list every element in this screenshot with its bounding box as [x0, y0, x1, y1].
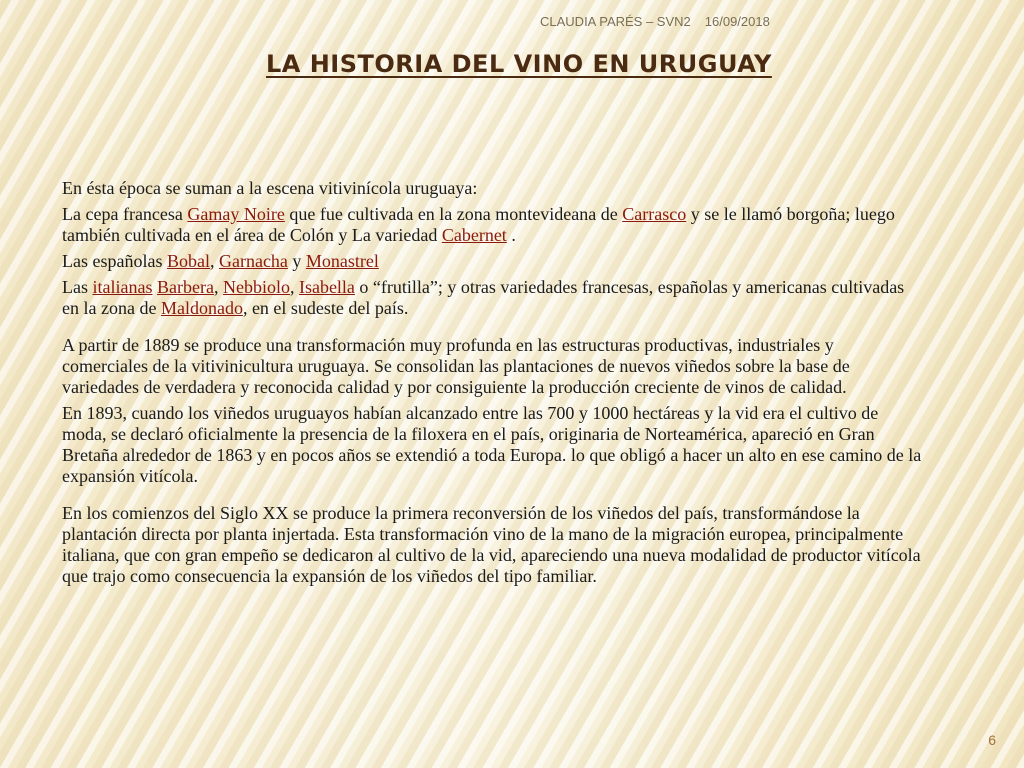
text-segment: ,: [209, 251, 219, 271]
link-cabernet[interactable]: Cabernet: [441, 225, 507, 245]
text-segment: .: [506, 225, 516, 245]
link-maldonado[interactable]: Maldonado: [160, 298, 243, 318]
link-barbera[interactable]: Barbera: [156, 277, 214, 297]
link-bobal[interactable]: Bobal: [166, 251, 210, 271]
header-author: CLAUDIA PARÉS – SVN2: [540, 14, 691, 29]
text-segment: y se le llamó borgoña; luego también cultivada en el área de Colón y La variedad: [62, 204, 895, 245]
link-isabella[interactable]: Isabella: [298, 277, 355, 297]
paragraph-1893-filoxera: En 1893, cuando los viñedos uruguayos habían alcanzado entre las 700 y 1000 hectáreas y la vid era el cultivo de moda, se declaró oficialmente la presencia de la filoxera en el país, originaria de Norteamérica, apareció en Gran Bretaña alrededor de 1863 y en pocos años se extendió a toda Europa. lo que obligó a hacer un alto en ese camino de la expansión vitícola.: [62, 403, 922, 486]
text-segment: y: [287, 251, 306, 271]
text-segment: o “frutilla”; y otras variedades francesas, españolas y americanas cultivadas en la zona de: [62, 277, 905, 318]
link-nebbiolo[interactable]: Nebbiolo: [222, 277, 290, 297]
text-segment: ,: [289, 277, 299, 297]
slide-title: LA HISTORIA DEL VINO EN URUGUAY: [266, 50, 772, 78]
paragraph-french-varieties: [62, 204, 922, 246]
paragraph-1889-transformation: A partir de 1889 se produce una transformación muy profunda en las estructuras productivas, industriales y comerciales de la vitivinicultura uruguaya. Se consolidan las plantaciones de nuevos viñedos sobre la base de variedades de verdadera y reconocida calidad y por consiguiente la producción creciente de vinos de calidad.: [62, 335, 850, 397]
text-segment: Las: [62, 277, 93, 297]
header-date: 16/09/2018: [704, 14, 770, 29]
text-segment: La cepa francesa: [62, 204, 188, 224]
link-italianas[interactable]: italianas: [92, 277, 153, 297]
page-number: 6: [988, 732, 996, 748]
slide-header: [540, 14, 840, 29]
slide-body: [62, 178, 922, 592]
text-segment: Las españolas: [62, 251, 167, 271]
paragraph-siglo-xx: En los comienzos del Siglo XX se produce la primera reconversión de los viñedos del país, transformándose la plantación directa por planta injertada. Esta transformación vino de la mano de la migración europea, principalmente italiana, que con gran empeño se dedicaron al cultivo de la vid, apareciendo una nueva modalidad de productor vitícola que trajo como consecuencia la expansión de los viñedos del tipo familiar.: [62, 503, 921, 586]
paragraph-intro: En ésta época se suman a la escena vitivinícola uruguaya:: [62, 178, 478, 198]
text-segment: que fue cultivada en la zona montevideana de: [284, 204, 623, 224]
paragraph-italian-varieties: [62, 277, 922, 319]
link-carrasco[interactable]: Carrasco: [622, 204, 687, 224]
link-monastrel[interactable]: Monastrel: [305, 251, 379, 271]
text-segment: ,: [213, 277, 223, 297]
link-garnacha[interactable]: Garnacha: [218, 251, 288, 271]
paragraph-spanish-varieties: [62, 251, 922, 272]
text-segment: , en el sudeste del país.: [242, 298, 409, 318]
link-gamay-noire[interactable]: Gamay Noire: [187, 204, 285, 224]
